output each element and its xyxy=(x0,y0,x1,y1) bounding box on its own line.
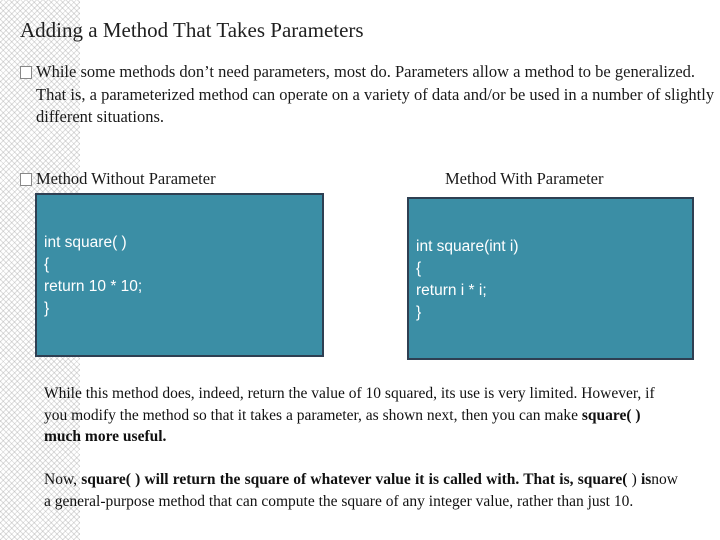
limited-use-paragraph xyxy=(44,383,678,448)
label-method-with-parameter: Method With Parameter xyxy=(445,169,604,188)
code-line: return 10 * 10; xyxy=(44,278,143,295)
intro-paragraph: While some methods don’t need parameters, most do. Parameters allow a method to be generalized. That is, a parameterized method can operate on a variety of data and/or be used in a number of slightly different situations. xyxy=(36,62,715,126)
code-line: { xyxy=(416,260,422,277)
code-line: { xyxy=(44,256,50,273)
code-line: int square( ) xyxy=(44,234,127,251)
paragraph-text: While this method does, indeed, return the value of 10 squared, its use is very limited. However, if you modify the method so that it takes a parameter, as shown next, then you can make xyxy=(44,385,655,424)
slide-title: Adding a Method That Takes Parameters xyxy=(20,18,364,42)
code-box-without-parameter xyxy=(35,193,324,357)
paragraph-bold-text: square( ) much more useful. xyxy=(44,406,641,445)
code-line: return i * i; xyxy=(416,282,487,299)
code-line: int square(int i) xyxy=(416,238,519,255)
bullet-icon xyxy=(20,173,32,186)
paragraph-text: ) xyxy=(627,471,641,488)
paragraph-text: Now, xyxy=(44,471,82,488)
label-method-without-parameter: Method Without Parameter xyxy=(36,169,216,188)
general-purpose-paragraph xyxy=(44,469,678,512)
paragraph-bold-text: is xyxy=(640,471,652,488)
paragraph-text: now a general-purpose method that can compute the square of any integer value, rather than just 10. xyxy=(44,471,678,510)
code-line: } xyxy=(416,304,422,321)
code-line: } xyxy=(44,300,50,317)
bullet-icon xyxy=(20,66,32,79)
code-box-with-parameter xyxy=(407,197,694,360)
paragraph-bold-text: square( ) will return the square of whatever value it is called with. That is, square( xyxy=(81,471,628,488)
